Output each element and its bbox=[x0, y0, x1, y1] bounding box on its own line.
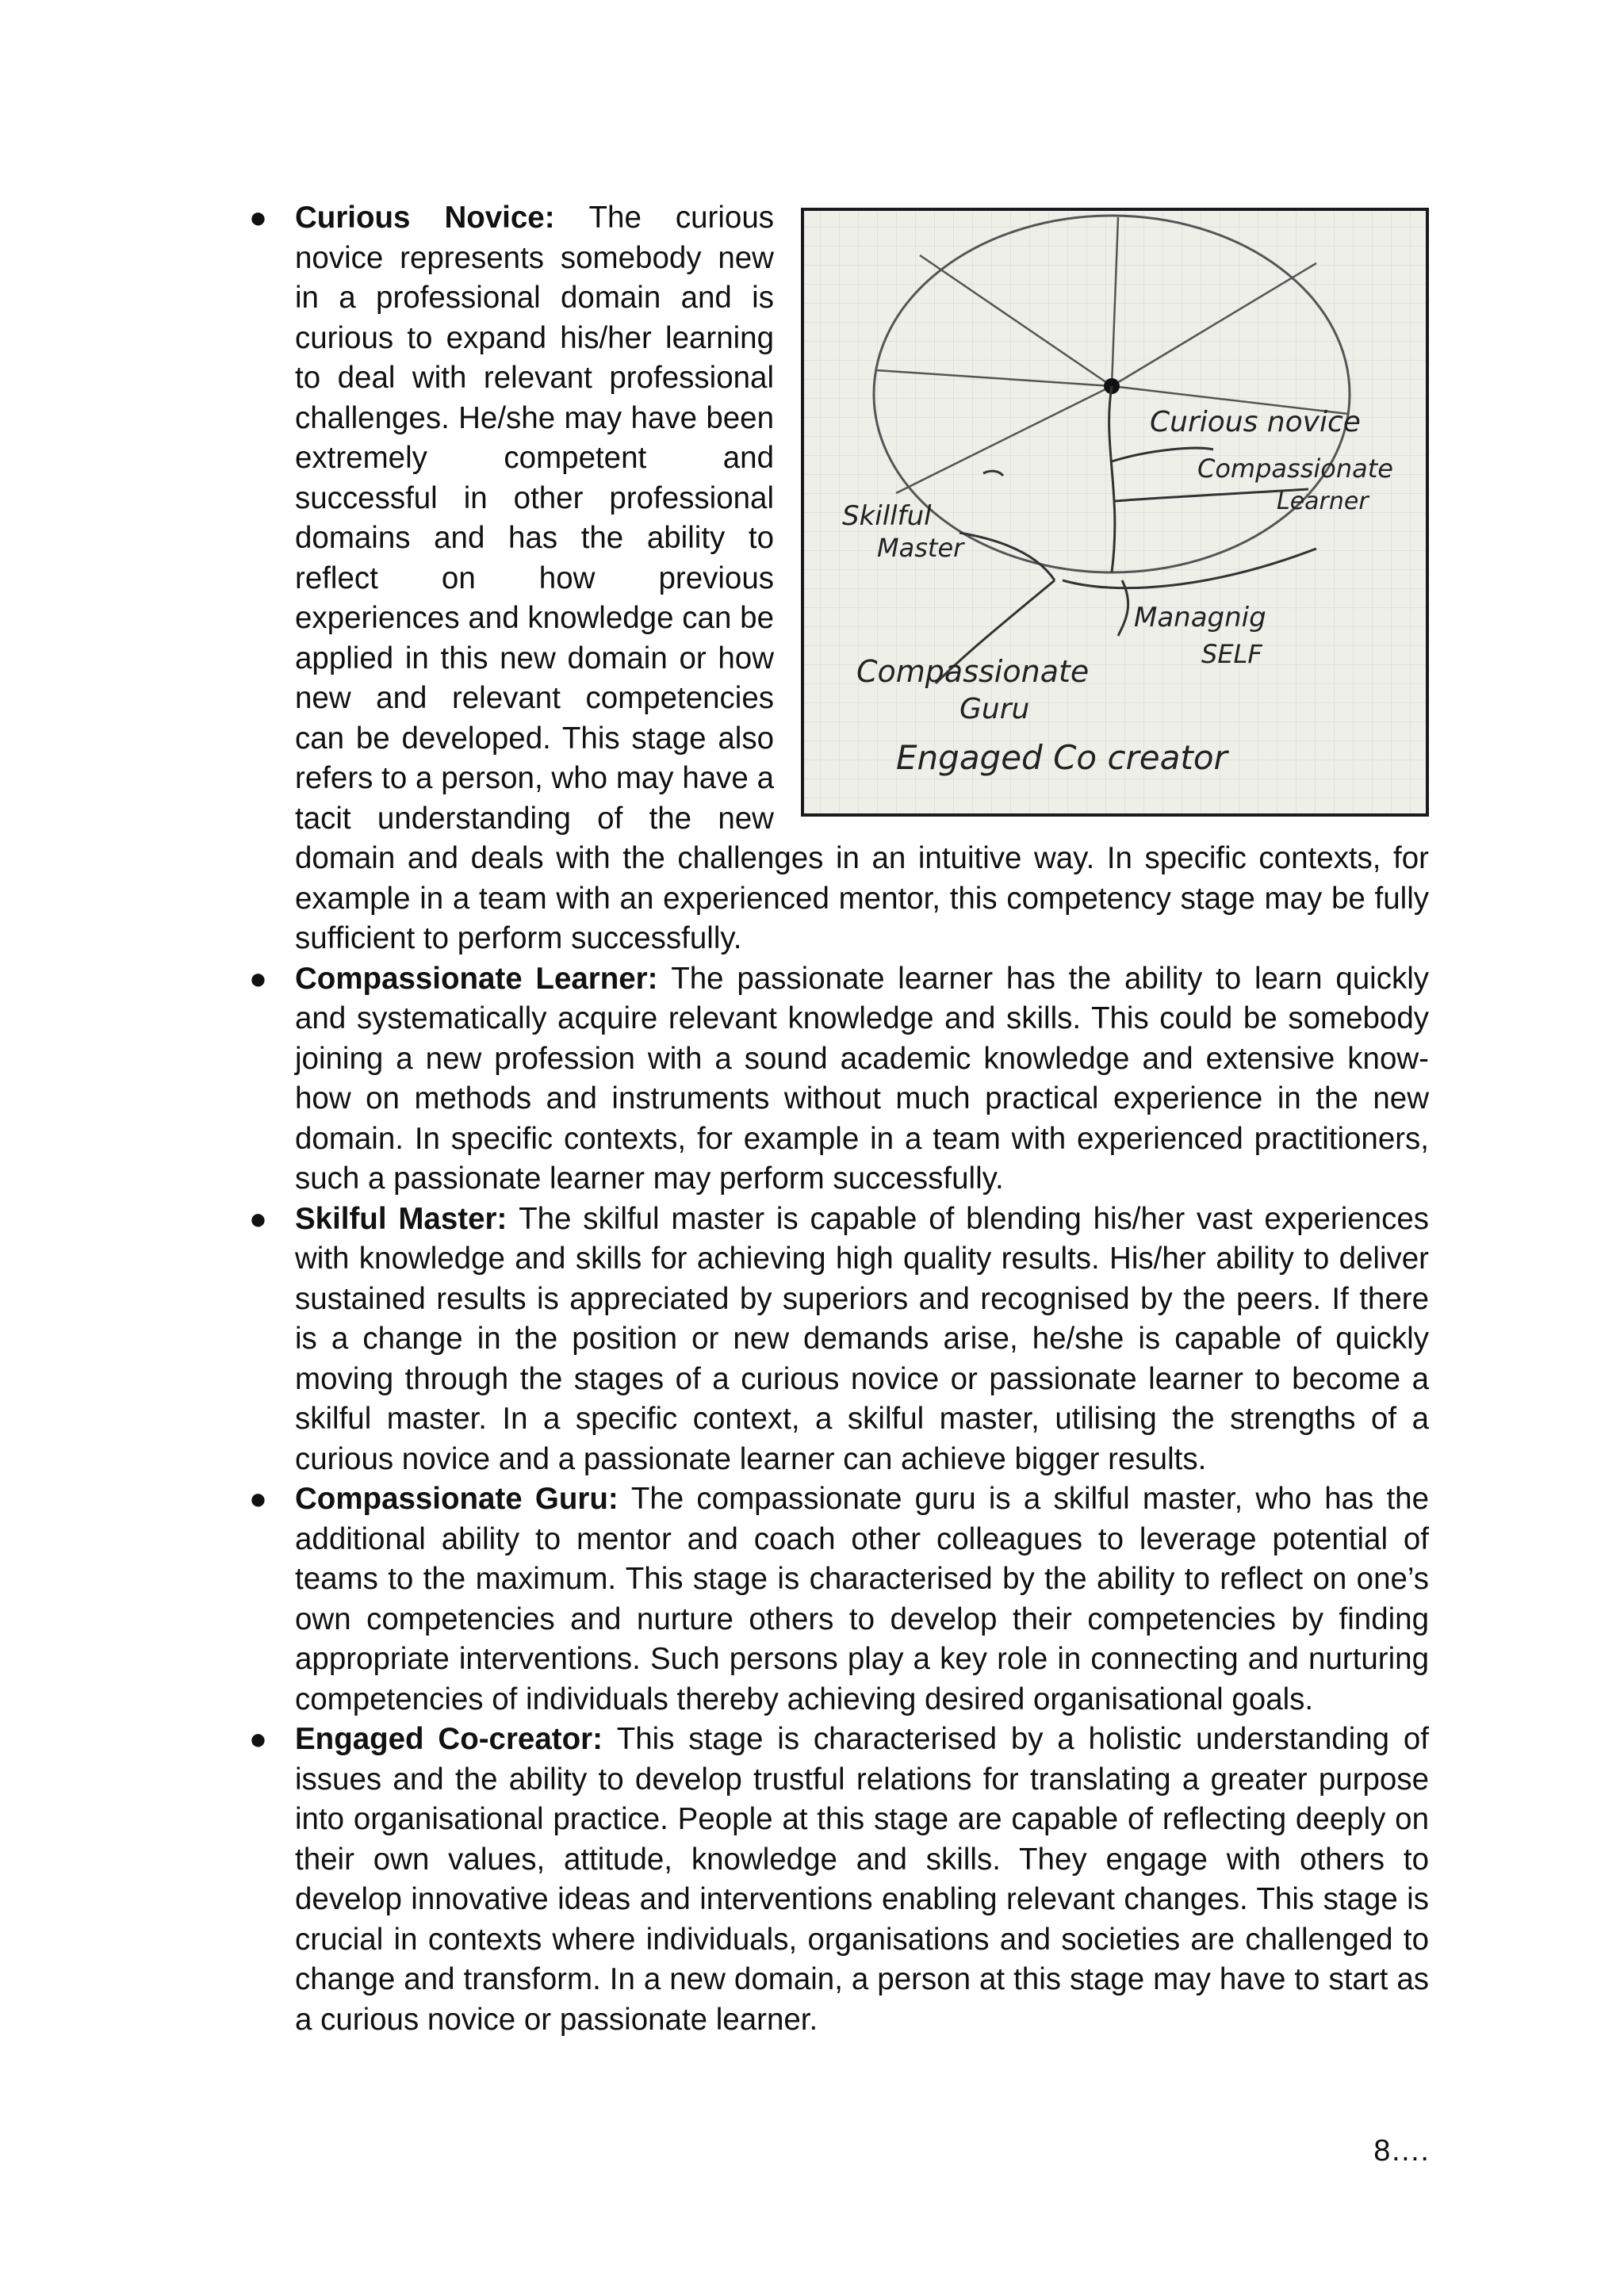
stage-description: This stage is characterised by a holistic understanding of issues and the ability to develop trustful relations for translating a greater purpose into organisational practice. People at this stage are capable of reflecting deeply on their own values, attitude, knowledge and skills. They engage with others to develop innovative ideas and interventions enabling relevant changes. This stage is crucial in contexts where individuals, organisations and societies are challenged to change and transform. In a new domain, a person at this stage may have to start as a curious novice or passionate learner. bbox=[295, 1722, 1429, 2037]
label-engaged-cocreator: Engaged Co creator bbox=[896, 738, 1228, 777]
label-compassionate-guru-2: Guru bbox=[959, 693, 1030, 725]
stage-item-engaged-cocreator bbox=[243, 1720, 1429, 2040]
bullet-icon: ● bbox=[249, 1202, 267, 1236]
bullet-icon: ● bbox=[249, 1483, 267, 1516]
label-managing-self-2: SELF bbox=[1201, 639, 1262, 669]
stage-item-skilful-master bbox=[243, 1200, 1429, 1480]
label-curious-novice: Curious novice bbox=[1150, 406, 1361, 438]
stage-term: Compassionate Guru: bbox=[295, 1482, 631, 1516]
competency-stage-list bbox=[243, 198, 1429, 2040]
label-compassionate-guru-1: Compassionate bbox=[856, 654, 1090, 689]
page-content bbox=[243, 198, 1429, 2040]
label-compassionate-learner-1: Compassionate bbox=[1197, 453, 1393, 484]
competency-wheel-drawing bbox=[801, 208, 1429, 817]
stage-term: Engaged Co-creator: bbox=[295, 1722, 617, 1756]
stage-term: Curious Novice: bbox=[295, 201, 589, 235]
stage-item-curious-novice bbox=[243, 198, 1429, 959]
bullet-icon: ● bbox=[249, 962, 267, 996]
hand-drawn-competency-wheel-photo bbox=[801, 208, 1429, 817]
stage-description: The compassionate guru is a skilful master, who has the additional ability to mentor and coach other colleagues to leverage potential of teams to the maximum. This stage is characterised by the ability to reflect on one’s own competencies and nurture others to develop their competencies by finding appropriate interventions. Such persons play a key role in connecting and nurturing competencies of individuals thereby achieving desired organisational goals. bbox=[295, 1482, 1429, 1716]
label-skillful-master-2: Master bbox=[877, 533, 964, 563]
stage-description: The passionate learner has the ability to learn quickly and systematically acquire relevant knowledge and skills. This could be somebody joining a new profession with a sound academic knowledge and extensive know-how on methods and instruments without much practical experience in the new domain. In specific contexts, for example in a team with experienced practitioners, such a passionate learner may perform successfully. bbox=[295, 961, 1429, 1196]
label-compassionate-learner-2: Learner bbox=[1277, 488, 1369, 515]
page-number: 8…. bbox=[1373, 2134, 1429, 2168]
bullet-icon: ● bbox=[249, 1723, 267, 1756]
stage-description: The skilful master is capable of blending his/her vast experiences with knowledge and skills for achieving high quality results. His/her ability to deliver sustained results is appreciated by superiors and recognised by the peers. If there is a change in the position or new demands arise, he/she is capable of quickly moving through the stages of a curious novice or passionate learner to become a skilful master. In a specific context, a skilful master, utilising the strengths of a curious novice and a passionate learner can achieve bigger results. bbox=[295, 1201, 1430, 1476]
label-managing-self-1: Managnig bbox=[1134, 602, 1266, 633]
stage-item-compassionate-guru bbox=[243, 1479, 1429, 1720]
label-skillful-master-1: Skillful bbox=[842, 500, 932, 532]
bullet-icon: ● bbox=[249, 201, 267, 235]
stage-item-compassionate-learner bbox=[243, 959, 1429, 1200]
stage-term: Skilful Master: bbox=[295, 1201, 519, 1236]
stage-term: Compassionate Learner: bbox=[295, 961, 672, 996]
stage-description: The curious novice represents somebody new in a professional domain and is curious to expand his/her learning to deal with relevant professional challenges. He/she may have been extremely competent and successful in other professional domains and has the ability to reflect on how previous experiences and knowledge can be applied in this new domain or how new and relevant competencies can be developed. This stage also refers to a person, who may have a tacit understanding of the new domain and deals with the challenges in an intuitive way. In specific contexts, for example in a team with an experienced mentor, this competency stage may be fully sufficient to perform successfully. bbox=[295, 201, 1429, 955]
